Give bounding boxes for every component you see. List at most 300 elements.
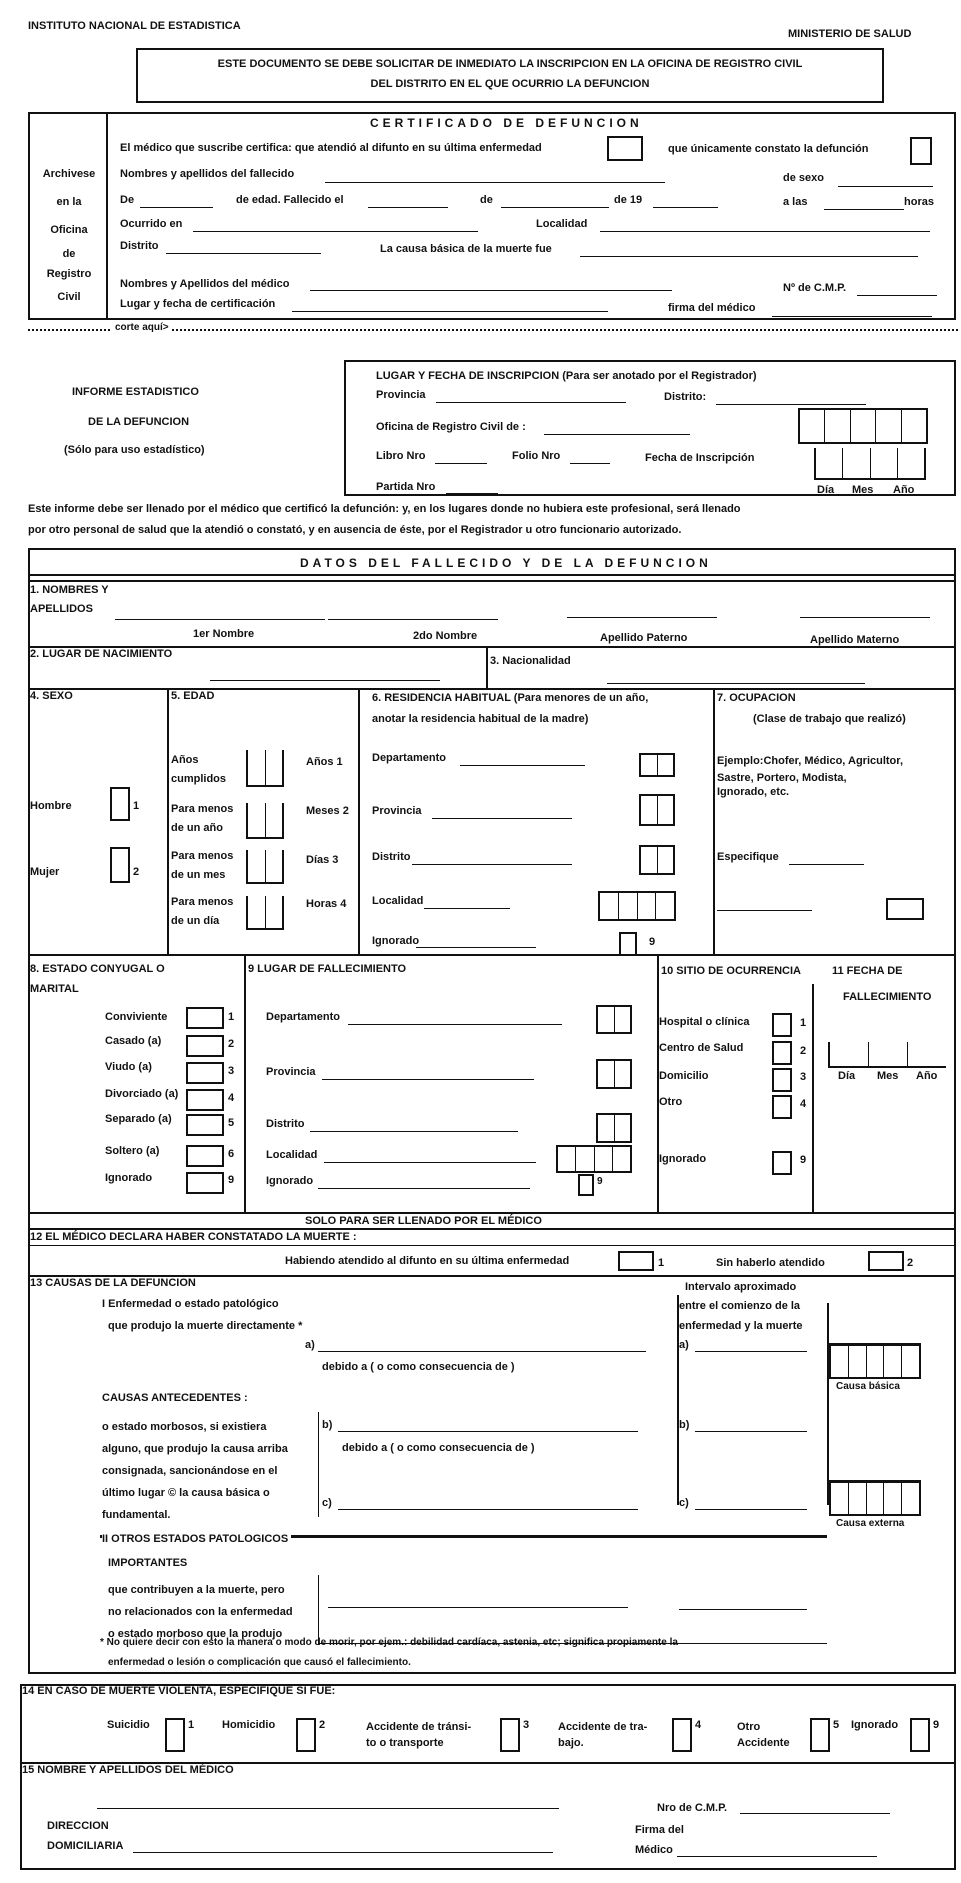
residence-district-field[interactable] xyxy=(412,864,572,865)
marital-option-4: Divorciado (a) xyxy=(105,1088,179,1100)
due-to-label-2: debido a ( o como consecuencia de ) xyxy=(342,1442,535,1454)
notice-box xyxy=(136,48,884,103)
occupation-specify-label: Especifique xyxy=(717,851,779,863)
residence-locality-code[interactable] xyxy=(598,891,676,921)
site-checkbox-3[interactable] xyxy=(772,1068,792,1092)
interval-c-label: c) xyxy=(679,1497,689,1509)
residence-label-1: 6. RESIDENCIA HABITUAL (Para menores de un año, xyxy=(372,692,649,704)
marital-code-3: 3 xyxy=(228,1065,235,1077)
footnote-line-2: enfermedad o lesión o complicación que causó el fallecimiento. xyxy=(108,1657,411,1668)
residence-ignored-field[interactable] xyxy=(416,947,536,948)
archive-label-6: Civil xyxy=(57,291,81,303)
entry-label: Partida Nro xyxy=(376,481,436,493)
interval-a-label: a) xyxy=(679,1339,689,1351)
doctor-cmp-label: Nro de C.M.P. xyxy=(657,1802,728,1814)
maternal-surname-caption: Apellido Materno xyxy=(810,634,900,646)
marital-code-2: 2 xyxy=(228,1038,235,1050)
marital-code-4: 4 xyxy=(228,1092,235,1104)
marital-checkbox-2[interactable] xyxy=(186,1035,224,1057)
interval-label-3: enfermedad y la muerte xyxy=(679,1320,803,1332)
marital-code-6: 6 xyxy=(228,1148,235,1160)
sex-label: de sexo xyxy=(783,172,824,184)
marital-code-5: 5 xyxy=(228,1117,235,1129)
divider xyxy=(486,646,488,688)
paternal-surname-field[interactable] xyxy=(567,617,717,618)
marital-option-1: Conviviente xyxy=(105,1011,168,1023)
interval-b-field[interactable] xyxy=(695,1431,807,1432)
cmp-field[interactable] xyxy=(857,295,937,296)
doctor-signature-field[interactable] xyxy=(677,1856,877,1857)
inscription-province-field[interactable] xyxy=(436,402,626,403)
other-line: que contribuyen a la muerte, pero xyxy=(108,1584,285,1596)
not-attended-code: 2 xyxy=(907,1257,914,1269)
site-code-3: 3 xyxy=(800,1071,807,1083)
doctor-name-field[interactable] xyxy=(310,290,672,291)
doctor-info-label: 15 NOMBRE Y APELLIDOS DEL MÉDICO xyxy=(22,1764,234,1776)
archive-label-5: Registro xyxy=(46,268,92,280)
marital-label-1: 8. ESTADO CONYUGAL O xyxy=(30,963,165,975)
side-divider xyxy=(106,112,108,320)
divider xyxy=(318,1412,319,1517)
institute-name: INSTITUTO NACIONAL DE ESTADISTICA xyxy=(28,20,241,32)
age-days-unit: Días 3 xyxy=(306,854,339,866)
divider xyxy=(657,954,659,1212)
place-date-label: Lugar y fecha de certificación xyxy=(120,298,276,310)
antecedent-line: consignada, sancionándose en el xyxy=(102,1465,278,1477)
locality-label: Localidad xyxy=(536,218,588,230)
divider xyxy=(167,688,169,954)
year-label: de 19 xyxy=(614,194,643,206)
age-row-line: Para menos xyxy=(171,850,234,862)
folio-field[interactable] xyxy=(570,463,610,464)
death-date-label-2: FALLECIMIENTO xyxy=(843,991,932,1003)
other-line: no relacionados con la enfermedad xyxy=(108,1606,293,1618)
footnote-line-1: * No quiere decir con esto la manera o modo de morir, por ejem.: debilidad cardíaca, astenia, etc; significa propiamente la xyxy=(100,1637,678,1648)
site-checkbox-4[interactable] xyxy=(772,1095,792,1119)
only-verified-checkbox[interactable] xyxy=(910,137,932,165)
age-row-line: de un mes xyxy=(171,869,226,881)
site-checkbox-9[interactable] xyxy=(772,1151,792,1175)
age-years-unit: Años 1 xyxy=(306,756,343,768)
death-place-department-field[interactable] xyxy=(348,1024,562,1025)
direct-cause-label-2: que produjo la muerte directamente * xyxy=(108,1320,303,1332)
inscription-title: LUGAR Y FECHA DE INSCRIPCION (Para ser anotado por el Registrador) xyxy=(376,370,757,382)
age-section-label: 5. EDAD xyxy=(171,690,215,702)
ministry-name: MINISTERIO DE SALUD xyxy=(788,28,912,40)
cause-c-field[interactable] xyxy=(338,1509,638,1510)
external-cause-code[interactable] xyxy=(829,1480,921,1516)
site-option-4: Otro xyxy=(659,1096,683,1108)
nationality-field[interactable] xyxy=(607,683,865,684)
attended-code: 1 xyxy=(658,1257,665,1269)
violent-option-2: Homicidio xyxy=(222,1719,276,1731)
interval-c-field[interactable] xyxy=(695,1509,807,1510)
place-date-field[interactable] xyxy=(292,311,608,312)
inscription-day: Día xyxy=(817,484,835,496)
stat-report-title-2: DE LA DEFUNCION xyxy=(88,416,190,428)
age-row-line: de un año xyxy=(171,822,223,834)
violent-code-4: 4 xyxy=(695,1719,702,1731)
inscription-date-field[interactable] xyxy=(814,448,926,480)
occupation-example-3: Ignorado, etc. xyxy=(717,786,790,798)
violent-option-3 xyxy=(366,1719,471,1751)
sex-female-code: 2 xyxy=(133,866,140,878)
divider xyxy=(28,1228,956,1230)
violent-option-line: Otro xyxy=(737,1721,761,1733)
marital-option-9: Ignorado xyxy=(105,1172,153,1184)
violent-option-1: Suicidio xyxy=(107,1719,150,1731)
death-place-ignored-field[interactable] xyxy=(318,1188,530,1189)
attended-label: Habiendo atendido al difunto en su última enfermedad xyxy=(285,1255,570,1267)
maternal-surname-field[interactable] xyxy=(800,617,930,618)
age-row-line: Años xyxy=(171,754,199,766)
site-code-4: 4 xyxy=(800,1098,807,1110)
district-field[interactable] xyxy=(166,253,321,254)
address-label-2: DOMICILIARIA xyxy=(47,1840,124,1852)
violent-option-5 xyxy=(737,1719,790,1751)
violent-code-1: 1 xyxy=(188,1719,195,1731)
residence-province-field[interactable] xyxy=(432,818,572,819)
cut-label: corte aquí> xyxy=(112,322,172,333)
hour-prefix: a las xyxy=(783,196,808,208)
signature-label: firma del médico xyxy=(668,302,756,314)
not-attended-checkbox[interactable] xyxy=(868,1251,904,1271)
site-option-1: Hospital o clínica xyxy=(659,1016,750,1028)
age-hours-unit: Horas 4 xyxy=(306,898,347,910)
inscription-year: Año xyxy=(893,484,915,496)
archive-label-4: de xyxy=(62,248,76,260)
residence-department-field[interactable] xyxy=(460,765,585,766)
death-year-field[interactable] xyxy=(653,207,718,208)
marital-option-2: Casado (a) xyxy=(105,1035,162,1047)
doctor-cmp-field[interactable] xyxy=(740,1813,890,1814)
registry-office-label: Oficina de Registro Civil de : xyxy=(376,421,526,433)
sex-field[interactable] xyxy=(838,186,933,187)
due-to-label-1: debido a ( o como consecuencia de ) xyxy=(322,1361,515,1373)
archive-label-2: en la xyxy=(56,196,82,208)
stat-report-title-1: INFORME ESTADISTICO xyxy=(72,386,199,398)
age-hours-field[interactable] xyxy=(246,896,284,930)
causes-label: 13 CAUSAS DE LA DEFUNCION xyxy=(30,1277,196,1289)
death-date-label-1: 11 FECHA DE xyxy=(832,965,903,977)
inscription-district-label: Distrito: xyxy=(664,391,707,403)
site-code-1: 1 xyxy=(800,1017,807,1029)
occurred-label: Ocurrido en xyxy=(120,218,183,230)
antecedent-description xyxy=(102,1416,288,1526)
death-hour-field[interactable] xyxy=(824,209,904,210)
divider xyxy=(28,954,956,956)
occurrence-site-label: 10 SITIO DE OCURRENCIA xyxy=(661,965,801,977)
site-checkbox-1[interactable] xyxy=(772,1013,792,1037)
violent-option-4 xyxy=(558,1719,647,1751)
names-label-2: APELLIDOS xyxy=(30,603,93,615)
external-cause-caption: Causa externa xyxy=(836,1518,905,1529)
age-row-line: Para menos xyxy=(171,803,234,815)
marital-checkbox-6[interactable] xyxy=(186,1145,224,1167)
age-row-line: cumplidos xyxy=(171,773,227,785)
violent-checkbox-3[interactable] xyxy=(500,1718,520,1752)
other-conditions-title-2: IMPORTANTES xyxy=(108,1557,188,1569)
violent-death-label: 14 EN CASO DE MUERTE VIOLENTA, ESPECIFIQUE SI FUE: xyxy=(22,1685,336,1697)
direct-cause-label-1: I Enfermedad o estado patológico xyxy=(102,1298,279,1310)
violent-option-line: bajo. xyxy=(558,1737,584,1749)
antecedent-line: alguno, que produjo la causa arriba xyxy=(102,1443,288,1455)
nationality-label: 3. Nacionalidad xyxy=(490,655,571,667)
birthplace-label: 2. LUGAR DE NACIMIENTO xyxy=(30,648,173,660)
death-place-department-label: Departamento xyxy=(266,1011,340,1023)
age-prefix: De xyxy=(120,194,135,206)
violent-checkbox-5[interactable] xyxy=(810,1718,830,1752)
hour-suffix: horas xyxy=(904,196,934,208)
cause-a-label: a) xyxy=(305,1339,315,1351)
death-place-ignored-label: Ignorado xyxy=(266,1175,314,1187)
deceased-name-label: Nombres y apellidos del fallecido xyxy=(120,168,295,180)
death-place-district-label: Distrito xyxy=(266,1118,305,1130)
marital-option-6: Soltero (a) xyxy=(105,1145,160,1157)
age-months-unit: Meses 2 xyxy=(306,805,349,817)
site-option-3: Domicilio xyxy=(659,1070,709,1082)
divider xyxy=(28,580,956,582)
occupation-label: 7. OCUPACION xyxy=(717,692,796,704)
divider xyxy=(318,1575,319,1645)
archive-label xyxy=(38,160,100,310)
residence-label-2: anotar la residencia habitual de la madre) xyxy=(372,713,589,725)
site-option-2: Centro de Salud xyxy=(659,1042,744,1054)
basic-cause-caption: Causa básica xyxy=(836,1381,900,1392)
not-attended-label: Sin haberlo atendido xyxy=(716,1257,825,1269)
folio-label: Folio Nro xyxy=(512,450,561,462)
only-verified-label: que únicamente constato la defunción xyxy=(668,143,869,155)
inscription-code-box[interactable] xyxy=(798,408,928,444)
residence-district-code[interactable] xyxy=(639,845,675,875)
inscription-district-field[interactable] xyxy=(716,404,866,405)
violent-option-9: Ignorado xyxy=(851,1719,899,1731)
death-place-ignored-checkbox[interactable] xyxy=(578,1174,594,1196)
age-months-field[interactable] xyxy=(246,803,284,839)
stat-report-title-3: (Sólo para uso estadístico) xyxy=(64,444,205,456)
attended-checkbox[interactable] xyxy=(607,136,643,161)
sex-male-checkbox[interactable] xyxy=(110,787,130,821)
interval-label-1: Intervalo aproximado xyxy=(685,1281,797,1293)
second-name-caption: 2do Nombre xyxy=(413,630,478,642)
locality-field[interactable] xyxy=(600,231,930,232)
archive-label-1: Archivese xyxy=(42,168,96,180)
district-label: Distrito xyxy=(120,240,159,252)
marital-code-1: 1 xyxy=(228,1011,235,1023)
doctor-only-title: SOLO PARA SER LLENADO POR EL MÉDICO xyxy=(305,1215,542,1227)
death-day-field[interactable] xyxy=(368,207,448,208)
inscription-month: Mes xyxy=(852,484,874,496)
age-row-line: de un día xyxy=(171,915,220,927)
other-line: o estado morboso que la produjo xyxy=(108,1628,283,1640)
marital-checkbox-9[interactable] xyxy=(186,1172,224,1194)
violent-option-line: to o transporte xyxy=(366,1737,444,1749)
second-name-field[interactable] xyxy=(328,619,498,620)
marital-option-5: Separado (a) xyxy=(105,1113,172,1125)
doctor-signature-label-1: Firma del xyxy=(635,1824,684,1836)
death-place-district-field[interactable] xyxy=(310,1131,518,1132)
age-years-label xyxy=(171,751,226,789)
death-month-field[interactable] xyxy=(501,207,609,208)
death-place-department-code[interactable] xyxy=(596,1005,632,1034)
divider xyxy=(28,1245,956,1246)
doctor-info-section xyxy=(20,1762,956,1870)
book-field[interactable] xyxy=(435,463,487,464)
attended-illness-checkbox[interactable] xyxy=(618,1251,654,1271)
residence-ignored-code: 9 xyxy=(649,936,656,948)
birthplace-field[interactable] xyxy=(210,680,440,681)
occupation-code-box[interactable] xyxy=(886,898,924,920)
doctor-declares-label: 12 EL MÉDICO DECLARA HABER CONSTATADO LA MUERTE : xyxy=(30,1231,357,1243)
age-days-label xyxy=(171,847,233,885)
residence-province-code[interactable] xyxy=(639,794,675,826)
divider xyxy=(28,1212,956,1214)
marital-checkbox-3[interactable] xyxy=(186,1062,224,1084)
book-label: Libro Nro xyxy=(376,450,426,462)
divider xyxy=(827,1303,829,1505)
residence-locality-label: Localidad xyxy=(372,895,424,907)
site-checkbox-2[interactable] xyxy=(772,1041,792,1065)
basic-cause-field[interactable] xyxy=(580,256,918,257)
marital-checkbox-5[interactable] xyxy=(186,1114,224,1136)
occurred-field[interactable] xyxy=(193,231,478,232)
residence-department-code[interactable] xyxy=(639,753,675,777)
marital-label-2: MARITAL xyxy=(30,983,79,995)
site-code-9: 9 xyxy=(800,1154,807,1166)
death-place-locality-field[interactable] xyxy=(324,1162,536,1163)
marital-checkbox-1[interactable] xyxy=(186,1007,224,1029)
registry-office-field[interactable] xyxy=(544,434,690,435)
residence-department-label: Departamento xyxy=(372,752,446,764)
other-conditions-field[interactable] xyxy=(328,1607,628,1608)
signature-field[interactable] xyxy=(772,316,932,317)
other-conditions-interval-field[interactable] xyxy=(679,1609,807,1610)
death-place-district-code[interactable] xyxy=(596,1113,632,1143)
death-date-year: Año xyxy=(916,1070,938,1082)
age-years-field[interactable] xyxy=(246,750,284,787)
sex-male-label: Hombre xyxy=(30,800,72,812)
marital-checkbox-4[interactable] xyxy=(186,1089,224,1111)
paternal-surname-caption: Apellido Paterno xyxy=(600,632,688,644)
age-field[interactable] xyxy=(140,207,213,208)
interval-label-2: entre el comienzo de la xyxy=(679,1300,801,1312)
violent-option-line: Accidente xyxy=(737,1737,790,1749)
divider xyxy=(358,688,360,954)
notice-line-1: ESTE DOCUMENTO SE DEBE SOLICITAR DE INMEDIATO LA INSCRIPCION EN LA OFICINA DE REGISTRO CIVIL xyxy=(217,58,803,70)
entry-field[interactable] xyxy=(446,493,498,494)
violent-code-9: 9 xyxy=(933,1719,940,1731)
names-label-1: 1. NOMBRES Y xyxy=(30,584,109,596)
marital-option-3: Viudo (a) xyxy=(105,1061,152,1073)
cause-a-field[interactable] xyxy=(318,1351,646,1352)
cause-c-label: c) xyxy=(322,1497,332,1509)
violent-option-line: Accidente de tra- xyxy=(558,1721,648,1733)
deceased-name-field[interactable] xyxy=(325,182,665,183)
first-name-field[interactable] xyxy=(115,619,325,620)
instructions-line-1: Este informe debe ser llenado por el médico que certificó la defunción: y, en los lugares donde no hubiera este profesional, será llenado xyxy=(28,503,741,515)
age-hours-label xyxy=(171,893,233,931)
death-place-label: 9 LUGAR DE FALLECIMIENTO xyxy=(248,963,407,975)
residence-district-label: Distrito xyxy=(372,851,411,863)
occupation-extra-field[interactable] xyxy=(717,910,812,911)
death-date-month: Mes xyxy=(877,1070,899,1082)
doctor-signature-label-2: Médico xyxy=(635,1844,673,1856)
doctor-name-label: Nombres y Apellidos del médico xyxy=(120,278,290,290)
occupation-example-1: Ejemplo:Chofer, Médico, Agricultor, xyxy=(717,755,904,767)
death-place-locality-code[interactable] xyxy=(556,1145,632,1173)
divider xyxy=(713,688,715,954)
doctor-full-name-field[interactable] xyxy=(97,1808,559,1809)
notice-line-2: DEL DISTRITO EN EL QUE OCURRIO LA DEFUNCION xyxy=(370,78,650,90)
death-place-province-field[interactable] xyxy=(322,1079,534,1080)
age-days-field[interactable] xyxy=(246,850,284,884)
cause-b-field[interactable] xyxy=(338,1431,638,1432)
occupation-specify-field[interactable] xyxy=(789,864,864,865)
address-field[interactable] xyxy=(133,1852,553,1853)
interval-a-field[interactable] xyxy=(695,1351,807,1352)
violent-checkbox-1[interactable] xyxy=(165,1718,185,1752)
death-place-province-label: Provincia xyxy=(266,1066,316,1078)
antecedent-line: o estado morbosos, si existiera xyxy=(102,1421,267,1433)
site-code-2: 2 xyxy=(800,1045,807,1057)
death-date-field[interactable] xyxy=(828,1042,946,1068)
basic-cause-code[interactable] xyxy=(829,1343,921,1379)
death-place-locality-label: Localidad xyxy=(266,1149,318,1161)
inscription-province-label: Provincia xyxy=(376,389,426,401)
divider xyxy=(812,984,814,1212)
residence-ignored-checkbox[interactable] xyxy=(619,932,637,956)
divider xyxy=(28,574,956,576)
cause-b-label: b) xyxy=(322,1419,333,1431)
violent-code-5: 5 xyxy=(833,1719,840,1731)
residence-province-label: Provincia xyxy=(372,805,422,817)
other-conditions-description xyxy=(108,1579,293,1645)
age-months-label xyxy=(171,800,233,838)
death-place-province-code[interactable] xyxy=(596,1059,632,1089)
site-option-9: Ignorado xyxy=(659,1153,707,1165)
antecedent-line: último lugar © la causa básica o xyxy=(102,1487,270,1499)
inscription-date-label: Fecha de Inscripción xyxy=(645,452,755,464)
antecedent-title: CAUSAS ANTECEDENTES : xyxy=(102,1392,248,1404)
violent-code-2: 2 xyxy=(319,1719,326,1731)
sex-female-checkbox[interactable] xyxy=(110,847,130,883)
sex-male-code: 1 xyxy=(133,800,140,812)
divider xyxy=(244,954,246,1212)
cmp-label: Nº de C.M.P. xyxy=(783,282,847,294)
other-conditions-title-1: II OTROS ESTADOS PATOLOGICOS xyxy=(102,1533,291,1545)
violent-checkbox-9[interactable] xyxy=(910,1718,930,1752)
death-date-day: Día xyxy=(838,1070,856,1082)
marital-code-9: 9 xyxy=(228,1174,235,1186)
antecedent-line: fundamental. xyxy=(102,1509,171,1521)
first-name-caption: 1er Nombre xyxy=(193,628,255,640)
month-label: de xyxy=(480,194,493,206)
occupation-sublabel: (Clase de trabajo que realizó) xyxy=(753,713,906,725)
occupation-example-2: Sastre, Portero, Modista, xyxy=(717,772,847,784)
basic-cause-label: La causa básica de la muerte fue xyxy=(380,243,552,255)
residence-locality-field[interactable] xyxy=(424,908,510,909)
sex-female-label: Mujer xyxy=(30,866,60,878)
residence-ignored-label: Ignorado xyxy=(372,935,420,947)
violent-code-3: 3 xyxy=(523,1719,530,1731)
address-label-1: DIRECCION xyxy=(47,1820,109,1832)
age-suffix: de edad. Fallecido el xyxy=(236,194,344,206)
violent-option-line: Accidente de tránsi- xyxy=(366,1721,472,1733)
certificate-title: CERTIFICADO DE DEFUNCION xyxy=(370,116,643,130)
violent-checkbox-4[interactable] xyxy=(672,1718,692,1752)
sex-section-label: 4. SEXO xyxy=(30,690,73,702)
violent-checkbox-2[interactable] xyxy=(296,1718,316,1752)
